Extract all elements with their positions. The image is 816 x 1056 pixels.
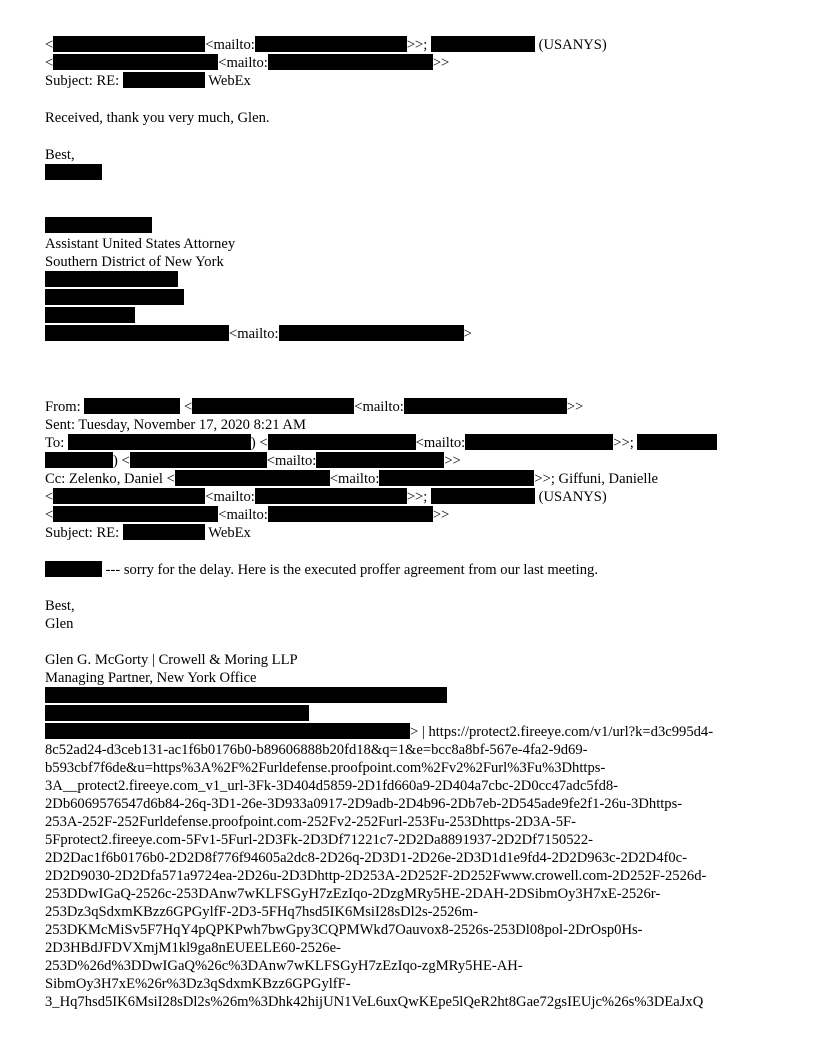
redaction-block: [255, 488, 407, 504]
redaction-block: [53, 54, 218, 70]
recipient-line: < <mailto: >>; (USANYS): [45, 37, 607, 53]
recipient-line: < <mailto: >>: [45, 507, 450, 523]
signer-name-redacted: [45, 164, 102, 182]
sig-address-redacted: [45, 289, 184, 307]
redaction-block: [45, 271, 178, 287]
sig-name-redacted: [45, 217, 152, 235]
redaction-block: [68, 434, 251, 450]
to-line-continued: ) < <mailto: >>: [45, 452, 461, 470]
url-line: 8c52ad24-d3ceb131-ac1f6b0176b0-b89606888b20fd18&q=1&e=bcc8a8bf-567e-4fa2-9d69-: [45, 742, 588, 758]
redaction-block: [45, 164, 102, 180]
url-line: 2D2D9030-2D2Dfa571a9724ea-2D26u-2D3Dhttp-2D253A-2D252F-2D252Fwww.crowell.com-2D252F-2526d-: [45, 868, 707, 884]
sender-phone-redacted: [45, 705, 309, 723]
recipient-line: < <mailto: >>; (USANYS): [45, 489, 607, 505]
url-line: 2D3HBdJFDVXmjM1kl9ga8nEUEELE60-2526e-: [45, 940, 341, 956]
url-line: SibmOy3H7xE%26r%3Dz3qSdxmKBzz6GPGylfF-: [45, 976, 351, 992]
subject-line: Subject: RE: WebEx: [45, 73, 251, 89]
redaction-block: [53, 506, 218, 522]
sig-address-redacted: [45, 271, 178, 289]
sent-line: Sent: Tuesday, November 17, 2020 8:21 AM: [45, 417, 306, 433]
redaction-block: [255, 36, 407, 52]
redaction-block: [53, 36, 205, 52]
redaction-block: [45, 217, 152, 233]
original-closing: Best,: [45, 598, 75, 614]
url-line: 253Dz3qSdxmKBzz6GPGylfF-2D3-5FHq7hsd5IK6MsiI28sDl2s-2526m-: [45, 904, 478, 920]
redaction-block: [192, 398, 354, 414]
url-line: 253DKMcMiSv5F7HqY4pQPKPwh7bwGpy3CQPMWkd7Oauvox8-2526s-253Dl08pol-2DrOsp0Hs-: [45, 922, 643, 938]
cc-line: Cc: Zelenko, Daniel < <mailto: >>; Giffuni, Danielle: [45, 471, 658, 487]
url-line: 2D2Dac1f6b0176b0-2D2D8f776f94605a2dc8-2D26q-2D3D1-2D26e-2D3D1d1e9fd4-2D2D963c-2D2D4f0c-: [45, 850, 687, 866]
url-line: 2Db6069576547d6b84-26q-3D1-26e-3D933a0917-2D9adb-2D4b96-2Db7eb-2D545ade9fe2f1-26u-3Dhttps-: [45, 796, 683, 812]
original-body: --- sorry for the delay. Here is the executed proffer agreement from our last meeting.: [45, 561, 598, 579]
redaction-block: [175, 470, 330, 486]
redaction-block: [45, 561, 102, 577]
sender-sig-title: Managing Partner, New York Office: [45, 670, 257, 686]
redaction-block: [130, 452, 267, 468]
redaction-block: [268, 506, 433, 522]
redaction-block: [45, 307, 135, 323]
sender-address-redacted: [45, 687, 447, 705]
url-line: 253A-252F-252Furldefense.proofpoint.com-252Fv2-252Furl-253Fu-253Dhttps-2D3A-5F-: [45, 814, 577, 830]
redaction-block: [431, 488, 535, 504]
url-line: 3A__protect2.fireeye.com_v1_url-3Fk-3D404d5859-2D1fd660a9-2D404a7cbc-2D0cc47adc5fd8-: [45, 778, 619, 794]
reply-body: Received, thank you very much, Glen.: [45, 110, 270, 126]
url-line: 3_Hq7hsd5IK6MsiI28sDl2s%26m%3Dhk42hijUN1VeL6uxQwKEpe5lQeR2ht8Gae72gsIEUjc%26s%3DEaJxQ: [45, 994, 704, 1010]
redaction-block: [45, 289, 184, 305]
redaction-block: [45, 325, 229, 341]
redaction-block: [123, 524, 205, 540]
sender-name: Glen: [45, 616, 74, 632]
redaction-block: [279, 325, 464, 341]
closing: Best,: [45, 147, 75, 163]
sender-email-url-line: > | https://protect2.fireeye.com/v1/url?k=d3c995d4-: [45, 723, 713, 741]
sig-email-line: <mailto: >: [45, 325, 472, 343]
sig-title: Assistant United States Attorney: [45, 236, 236, 252]
redaction-block: [316, 452, 444, 468]
redaction-block: [465, 434, 613, 450]
redaction-block: [379, 470, 534, 486]
redaction-block: [268, 434, 416, 450]
redaction-block: [637, 434, 717, 450]
subject-line: Subject: RE: WebEx: [45, 525, 251, 541]
redaction-block: [45, 452, 113, 468]
sig-office: Southern District of New York: [45, 254, 224, 270]
redaction-block: [431, 36, 535, 52]
redaction-block: [45, 687, 447, 703]
redaction-block: [404, 398, 567, 414]
url-line: 253DDwIGaQ-2526c-253DAnw7wKLFSGyH7zEzIqo-2DzgMRy5HE-2DAH-2DSibmOy3H7xE-2526r-: [45, 886, 661, 902]
url-line: 253D%26d%3DDwIGaQ%26c%3DAnw7wKLFSGyH7zEzIqo-zgMRy5HE-AH-: [45, 958, 523, 974]
url-line: 5Fprotect2.fireeye.com-5Fv1-5Furl-2D3Fk-2D3Df71221c7-2D2Da8891937-2D2Df7150522-: [45, 832, 593, 848]
from-line: From: < <mailto: >>: [45, 399, 584, 415]
to-line: To: ) < <mailto: >>;: [45, 434, 717, 452]
recipient-line: < <mailto: >>: [45, 55, 450, 71]
sender-sig-name: Glen G. McGorty | Crowell & Moring LLP: [45, 652, 298, 668]
redaction-block: [268, 54, 433, 70]
sig-phone-redacted: [45, 307, 135, 325]
redaction-block: [123, 72, 205, 88]
redaction-block: [45, 723, 410, 739]
redaction-block: [84, 398, 180, 414]
url-line: b593cbf7f6de&u=https%3A%2F%2Furldefense.proofpoint.com%2Fv2%2Furl%3Fu%3Dhttps-: [45, 760, 606, 776]
redaction-block: [53, 488, 205, 504]
redaction-block: [45, 705, 309, 721]
